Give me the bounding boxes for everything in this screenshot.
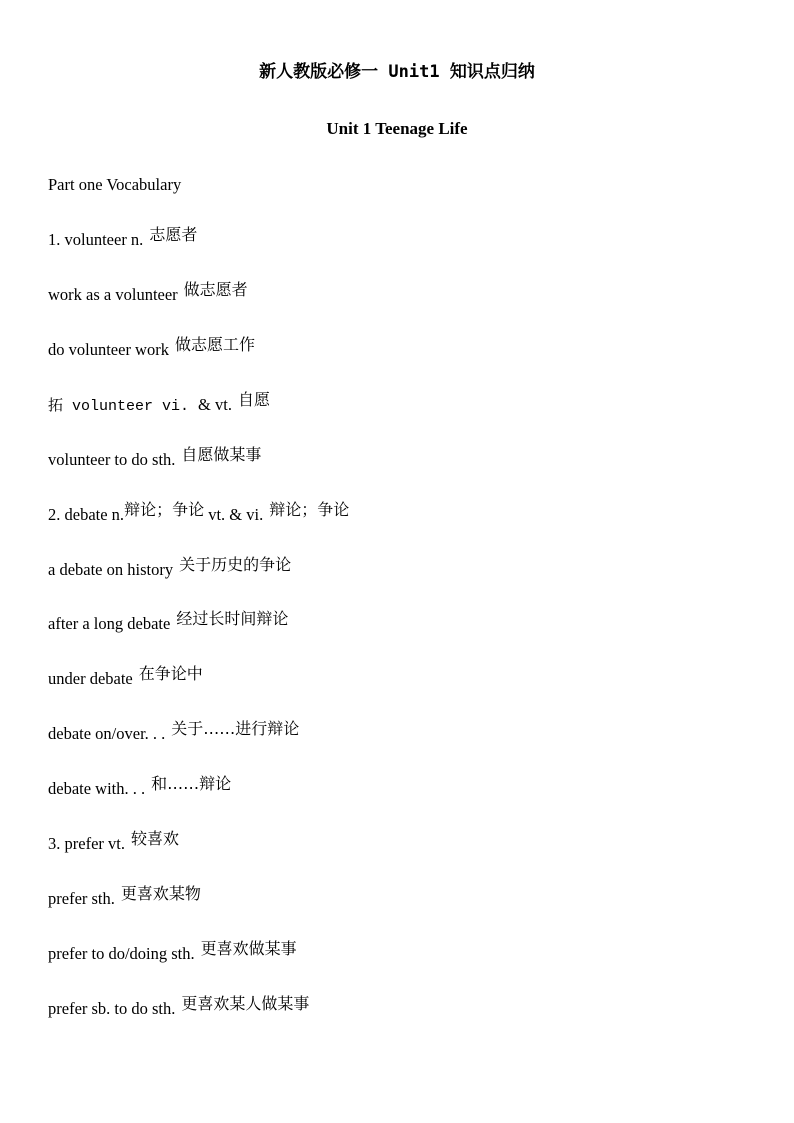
- vocab-meaning: 在争论中: [138, 664, 203, 683]
- vocab-term: prefer sb. to do sth.: [48, 999, 176, 1018]
- vocab-meaning: 关于……进行辩论: [171, 719, 300, 738]
- vocab-line: [48, 609, 289, 635]
- vocab-meaning: 和……辩论: [151, 774, 232, 793]
- vocab-line: [48, 445, 262, 471]
- vocab-term: 1. volunteer n.: [48, 230, 144, 249]
- vocab-meaning: 做志愿者: [183, 280, 248, 299]
- vocab-line: [48, 884, 201, 910]
- vocab-line: [48, 719, 300, 745]
- vocab-line: [48, 664, 203, 690]
- section-heading: Part one Vocabulary: [48, 175, 182, 194]
- vocab-meaning: 更喜欢某人做某事: [181, 994, 310, 1013]
- vocab-meaning: 自愿做某事: [181, 445, 262, 464]
- vocab-line: [48, 500, 350, 526]
- vocab-meaning: 做志愿工作: [174, 335, 255, 354]
- document-title: 新人教版必修一 Unit1 知识点归纳: [259, 62, 535, 82]
- vocab-line: [48, 829, 179, 855]
- vocab-meaning: 更喜欢做某事: [200, 939, 297, 958]
- vocab-term: 2. debate n.: [48, 505, 125, 524]
- vocab-line: [48, 335, 255, 361]
- vocab-term: & vt.: [198, 395, 232, 414]
- vocab-line: [48, 555, 292, 581]
- vocab-meaning-2: 辩论；争论: [269, 500, 350, 519]
- vocab-meaning: 关于历史的争论: [179, 555, 292, 574]
- vocab-term: prefer sth.: [48, 889, 115, 908]
- vocab-meaning: 自愿: [237, 390, 270, 409]
- vocab-meaning: 经过长时间辩论: [176, 609, 289, 628]
- vocab-line: [48, 280, 248, 306]
- vocab-term: debate with. . .: [48, 779, 146, 798]
- vocab-term: work as a volunteer: [48, 285, 178, 304]
- vocab-term-2: vt. & vi.: [208, 505, 264, 524]
- vocab-term: 3. prefer vt.: [48, 834, 125, 853]
- vocab-term: a debate on history: [48, 560, 174, 579]
- vocab-prefix: 拓 volunteer vi.: [48, 398, 199, 415]
- vocab-term: volunteer to do sth.: [48, 450, 176, 469]
- vocab-line: [48, 225, 198, 251]
- vocab-meaning: 辩论；争论: [124, 500, 205, 519]
- vocab-line: [48, 939, 297, 965]
- vocab-term: after a long debate: [48, 614, 171, 633]
- unit-title: Unit 1 Teenage Life: [326, 119, 468, 138]
- vocab-meaning: 更喜欢某物: [120, 884, 201, 903]
- vocab-line: [48, 774, 232, 800]
- vocab-term: do volunteer work: [48, 340, 169, 359]
- vocab-term: prefer to do/doing sth.: [48, 944, 195, 963]
- vocab-line: [48, 390, 270, 418]
- vocab-term: debate on/over. . .: [48, 724, 166, 743]
- vocab-term: under debate: [48, 669, 133, 688]
- vocab-meaning: 志愿者: [149, 225, 198, 244]
- vocab-meaning: 较喜欢: [130, 829, 179, 848]
- vocab-line: [48, 994, 310, 1020]
